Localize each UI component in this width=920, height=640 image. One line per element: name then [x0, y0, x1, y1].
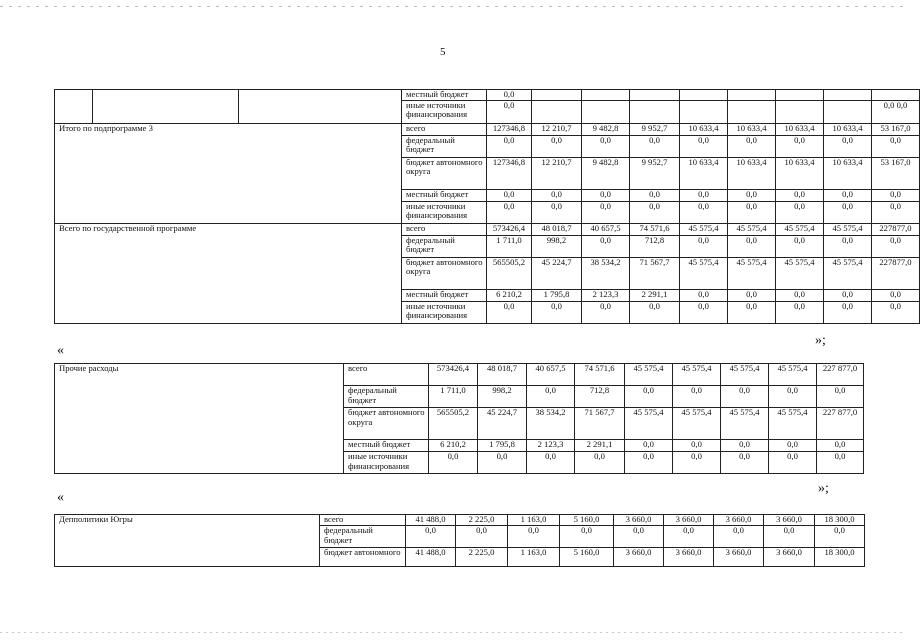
amount-cell: 0,0 [680, 201, 728, 223]
amount-cell: 0,0 [527, 386, 575, 408]
section-title: Итого по подпрограмме 3 [55, 123, 402, 223]
amount-cell: 45 575,4 [824, 223, 872, 235]
amount-cell: 0,0 [532, 189, 582, 201]
amount-cell: 0,0 [487, 201, 532, 223]
amount-cell: 71 567,7 [575, 408, 625, 440]
amount-cell: 10 633,4 [824, 123, 872, 135]
amount-cell [532, 100, 582, 123]
amount-cell: 0,0 [508, 526, 560, 548]
amount-cell: 565505,2 [429, 408, 478, 440]
amount-cell: 0,0 [872, 135, 920, 157]
amount-cell: 0,0 0,0 [872, 100, 920, 123]
amount-cell: 9 482,8 [582, 157, 630, 189]
amount-cell: 6 210,2 [487, 289, 532, 301]
amount-cell: 0,0 [728, 301, 776, 323]
amount-cell: 0,0 [728, 189, 776, 201]
amount-cell: 38 534,2 [527, 408, 575, 440]
amount-cell: 18 300,0 [815, 515, 865, 526]
amount-cell: 0,0 [406, 526, 456, 548]
quote-open-2: « [57, 490, 64, 505]
amount-cell: 12 210,7 [532, 123, 582, 135]
amount-cell: 0,0 [532, 201, 582, 223]
funding-source: бюджет автономного округа [402, 157, 487, 189]
amount-cell [582, 100, 630, 123]
amount-cell: 6 210,2 [429, 440, 478, 452]
amount-cell: 45 575,4 [680, 257, 728, 289]
amount-cell: 9 482,8 [582, 123, 630, 135]
table-row [55, 364, 864, 386]
amount-cell: 0,0 [764, 526, 815, 548]
amount-cell: 0,0 [575, 452, 625, 474]
amount-cell [680, 90, 728, 101]
page-number: 5 [440, 46, 446, 58]
table-row [55, 123, 920, 135]
amount-cell: 3 660,0 [764, 548, 815, 567]
quote-close-2: »; [818, 481, 829, 496]
amount-cell [630, 100, 680, 123]
amount-cell: 0,0 [582, 189, 630, 201]
amount-cell: 5 160,0 [560, 515, 614, 526]
amount-cell: 0,0 [824, 301, 872, 323]
amount-cell: 573426,4 [429, 364, 478, 386]
amount-cell: 10 633,4 [728, 123, 776, 135]
amount-cell: 45 575,4 [769, 364, 817, 386]
amount-cell: 0,0 [872, 235, 920, 257]
funding-source: иные источники финансирования [402, 201, 487, 223]
amount-cell: 41 488,0 [406, 548, 456, 567]
amount-cell: 45 575,4 [769, 408, 817, 440]
amount-cell: 45 575,4 [728, 257, 776, 289]
amount-cell: 127346,8 [487, 123, 532, 135]
amount-cell: 227 877,0 [817, 408, 864, 440]
amount-cell: 0,0 [680, 135, 728, 157]
amount-cell: 0,0 [728, 201, 776, 223]
funding-source: федеральный бюджет [320, 526, 406, 548]
amount-cell: 0,0 [487, 189, 532, 201]
amount-cell: 45 575,4 [673, 364, 721, 386]
amount-cell: 74 571,6 [630, 223, 680, 235]
amount-cell: 40 657,5 [527, 364, 575, 386]
amount-cell: 3 660,0 [664, 548, 714, 567]
amount-cell: 45 575,4 [625, 408, 673, 440]
amount-cell: 53 167,0 [872, 123, 920, 135]
amount-cell: 5 160,0 [560, 548, 614, 567]
funding-source: федеральный бюджет [402, 135, 487, 157]
amount-cell: 10 633,4 [776, 123, 824, 135]
amount-cell: 45 575,4 [721, 408, 769, 440]
amount-cell: 0,0 [776, 235, 824, 257]
amount-cell: 712,8 [575, 386, 625, 408]
amount-cell: 0,0 [630, 135, 680, 157]
scan-artifact-bottom [0, 632, 905, 633]
amount-cell: 0,0 [532, 135, 582, 157]
amount-cell: 0,0 [824, 201, 872, 223]
blank-cell-a [55, 90, 93, 124]
amount-cell [680, 100, 728, 123]
amount-cell: 0,0 [487, 301, 532, 323]
amount-cell: 0,0 [625, 440, 673, 452]
amount-cell: 0,0 [817, 452, 864, 474]
funding-source: местный бюджет [402, 90, 487, 101]
amount-cell: 0,0 [630, 189, 680, 201]
amount-cell: 573426,4 [487, 223, 532, 235]
amount-cell: 2 123,3 [582, 289, 630, 301]
amount-cell: 0,0 [721, 440, 769, 452]
amount-cell: 3 660,0 [714, 548, 764, 567]
amount-cell: 0,0 [769, 386, 817, 408]
amount-cell [824, 100, 872, 123]
amount-cell: 10 633,4 [680, 157, 728, 189]
amount-cell: 45 575,4 [680, 223, 728, 235]
amount-cell: 0,0 [776, 301, 824, 323]
amount-cell: 0,0 [680, 235, 728, 257]
amount-cell: 565505,2 [487, 257, 532, 289]
amount-cell: 48 018,7 [478, 364, 527, 386]
amount-cell: 0,0 [728, 235, 776, 257]
amount-cell: 0,0 [680, 289, 728, 301]
amount-cell: 0,0 [614, 526, 664, 548]
funding-source: федеральный бюджет [402, 235, 487, 257]
amount-cell: 10 633,4 [680, 123, 728, 135]
amount-cell: 227 877,0 [817, 364, 864, 386]
amount-cell [630, 90, 680, 101]
amount-cell: 41 488,0 [406, 515, 456, 526]
amount-cell: 0,0 [630, 201, 680, 223]
amount-cell: 9 952,7 [630, 157, 680, 189]
amount-cell: 71 567,7 [630, 257, 680, 289]
amount-cell: 0,0 [630, 301, 680, 323]
blank-cell-b [93, 90, 239, 124]
amount-cell: 0,0 [872, 301, 920, 323]
funding-source: иные источники финансирования [402, 100, 487, 123]
amount-cell: 45 575,4 [728, 223, 776, 235]
amount-cell: 0,0 [487, 100, 532, 123]
amount-cell: 0,0 [776, 289, 824, 301]
funding-source: местный бюджет [402, 189, 487, 201]
amount-cell [776, 90, 824, 101]
amount-cell: 0,0 [487, 90, 532, 101]
amount-cell: 10 633,4 [728, 157, 776, 189]
amount-cell [872, 90, 920, 101]
amount-cell: 0,0 [625, 386, 673, 408]
amount-cell: 1 711,0 [487, 235, 532, 257]
amount-cell: 0,0 [872, 189, 920, 201]
amount-cell [824, 90, 872, 101]
amount-cell: 0,0 [673, 386, 721, 408]
amount-cell: 0,0 [680, 189, 728, 201]
funding-source: федеральный бюджет [344, 386, 429, 408]
table-row [55, 90, 920, 101]
amount-cell: 0,0 [872, 289, 920, 301]
quote-open-1: « [57, 343, 64, 358]
amount-cell: 0,0 [769, 440, 817, 452]
amount-cell: 48 018,7 [532, 223, 582, 235]
amount-cell: 0,0 [625, 452, 673, 474]
amount-cell: 1 163,0 [508, 515, 560, 526]
table-row [55, 515, 865, 526]
amount-cell: 0,0 [721, 452, 769, 474]
amount-cell: 2 225,0 [456, 548, 508, 567]
amount-cell: 3 660,0 [614, 548, 664, 567]
amount-cell: 0,0 [824, 135, 872, 157]
amount-cell: 0,0 [487, 135, 532, 157]
amount-cell [728, 90, 776, 101]
amount-cell: 45 575,4 [721, 364, 769, 386]
amount-cell: 38 534,2 [582, 257, 630, 289]
section-title: Прочие расходы [55, 364, 344, 474]
amount-cell: 1 163,0 [508, 548, 560, 567]
quote-close-1: »; [815, 333, 826, 348]
budget-table-1 [54, 89, 920, 324]
funding-source: всего [320, 515, 406, 526]
amount-cell: 998,2 [478, 386, 527, 408]
amount-cell: 3 660,0 [714, 515, 764, 526]
funding-source: иные источники финансирования [402, 301, 487, 323]
amount-cell [728, 100, 776, 123]
amount-cell: 45 575,4 [776, 257, 824, 289]
amount-cell: 0,0 [429, 452, 478, 474]
amount-cell: 0,0 [582, 135, 630, 157]
amount-cell: 127346,8 [487, 157, 532, 189]
amount-cell: 45 575,4 [776, 223, 824, 235]
amount-cell: 998,2 [532, 235, 582, 257]
amount-cell: 0,0 [817, 386, 864, 408]
amount-cell [582, 90, 630, 101]
amount-cell: 0,0 [728, 289, 776, 301]
funding-source: бюджет автономного округа [344, 408, 429, 440]
amount-cell: 0,0 [728, 135, 776, 157]
amount-cell: 0,0 [824, 289, 872, 301]
funding-source: местный бюджет [402, 289, 487, 301]
amount-cell: 45 575,4 [673, 408, 721, 440]
amount-cell: 10 633,4 [824, 157, 872, 189]
funding-source: иные источники финансирования [344, 452, 429, 474]
amount-cell: 40 657,5 [582, 223, 630, 235]
section-title: Всего по государственной программе [55, 223, 402, 323]
amount-cell [776, 100, 824, 123]
amount-cell: 0,0 [582, 235, 630, 257]
amount-cell: 0,0 [776, 201, 824, 223]
amount-cell: 0,0 [560, 526, 614, 548]
funding-source: местный бюджет [344, 440, 429, 452]
amount-cell: 0,0 [456, 526, 508, 548]
amount-cell: 0,0 [824, 189, 872, 201]
budget-table-2 [54, 363, 864, 474]
amount-cell: 1 795,8 [478, 440, 527, 452]
amount-cell: 9 952,7 [630, 123, 680, 135]
amount-cell: 0,0 [673, 440, 721, 452]
amount-cell: 45 224,7 [478, 408, 527, 440]
amount-cell: 12 210,7 [532, 157, 582, 189]
amount-cell: 0,0 [673, 452, 721, 474]
scan-artifact-top [0, 6, 905, 7]
amount-cell: 0,0 [680, 301, 728, 323]
amount-cell: 0,0 [532, 301, 582, 323]
budget-table-3 [54, 514, 865, 567]
amount-cell: 45 224,7 [532, 257, 582, 289]
amount-cell: 0,0 [664, 526, 714, 548]
funding-source: всего [402, 223, 487, 235]
amount-cell: 0,0 [815, 526, 865, 548]
amount-cell: 0,0 [769, 452, 817, 474]
amount-cell: 227877,0 [872, 257, 920, 289]
amount-cell: 2 225,0 [456, 515, 508, 526]
funding-source: всего [402, 123, 487, 135]
amount-cell: 2 291,1 [575, 440, 625, 452]
amount-cell: 74 571,6 [575, 364, 625, 386]
amount-cell: 0,0 [776, 189, 824, 201]
amount-cell: 0,0 [527, 452, 575, 474]
amount-cell [532, 90, 582, 101]
amount-cell: 45 575,4 [824, 257, 872, 289]
amount-cell: 0,0 [872, 201, 920, 223]
amount-cell: 45 575,4 [625, 364, 673, 386]
funding-source: бюджет автономного округа [402, 257, 487, 289]
amount-cell: 0,0 [817, 440, 864, 452]
blank-cell-c [239, 90, 402, 124]
amount-cell: 18 300,0 [815, 548, 865, 567]
amount-cell: 227877,0 [872, 223, 920, 235]
section-title: Депполитики Югры [55, 515, 320, 567]
amount-cell: 0,0 [582, 301, 630, 323]
amount-cell: 0,0 [776, 135, 824, 157]
amount-cell: 2 291,1 [630, 289, 680, 301]
amount-cell: 53 167,0 [872, 157, 920, 189]
funding-source: бюджет автономного [320, 548, 406, 567]
amount-cell: 0,0 [478, 452, 527, 474]
amount-cell: 3 660,0 [614, 515, 664, 526]
amount-cell: 712,8 [630, 235, 680, 257]
funding-source: всего [344, 364, 429, 386]
amount-cell: 3 660,0 [764, 515, 815, 526]
amount-cell: 0,0 [721, 386, 769, 408]
table-row [55, 223, 920, 235]
amount-cell: 0,0 [582, 201, 630, 223]
amount-cell: 1 795,8 [532, 289, 582, 301]
amount-cell: 10 633,4 [776, 157, 824, 189]
amount-cell: 0,0 [824, 235, 872, 257]
amount-cell: 2 123,3 [527, 440, 575, 452]
amount-cell: 1 711,0 [429, 386, 478, 408]
amount-cell: 3 660,0 [664, 515, 714, 526]
amount-cell: 0,0 [714, 526, 764, 548]
